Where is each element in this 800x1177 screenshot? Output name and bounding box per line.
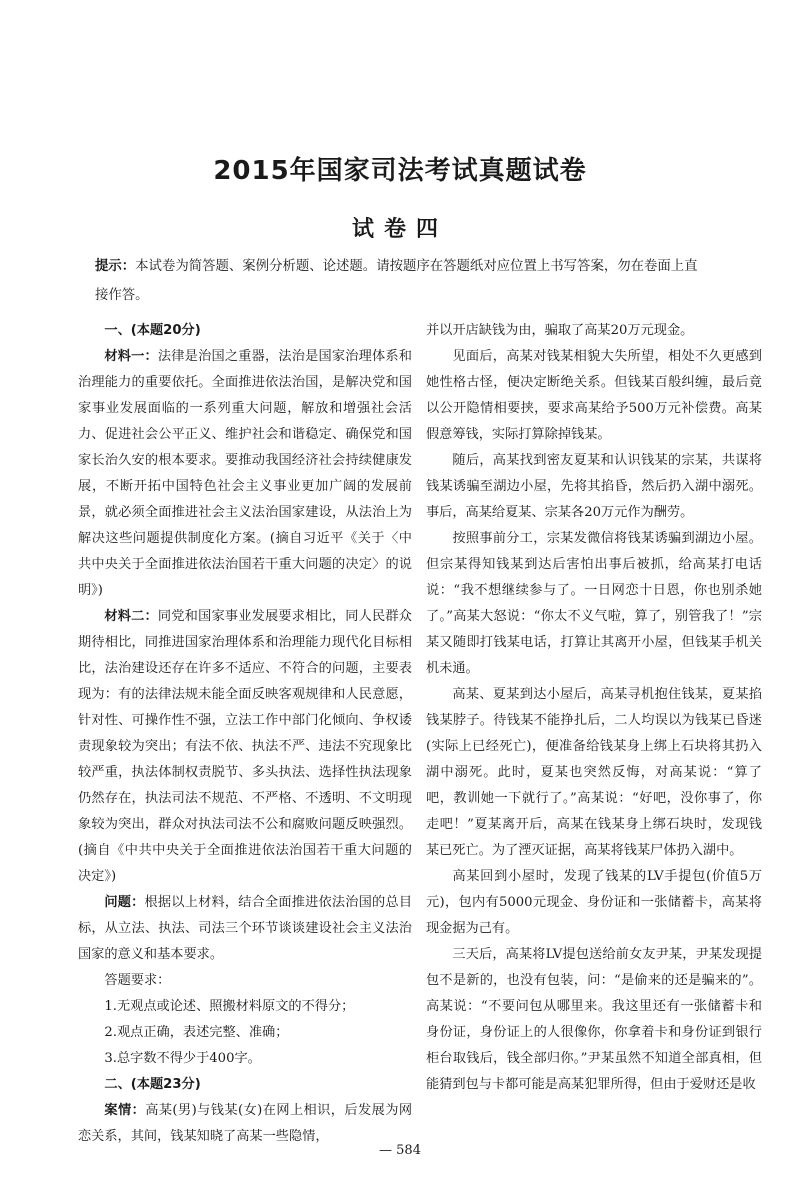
question-2-heading: 二、(本题23分): [104, 1077, 201, 1092]
case-paragraph-7: 三天后，高某将LV提包送给前女友尹某，尹某发现提包不是新的，也没有包装，问：“是偷来的还是骗来的”。高某说：“不要问包从哪里来。我这里还有一张储蓄卡和身份证，身份证上的人很像你，你拿着卡和身份证到银行柜台取钱后，钱全部归你。”尹某虽然不知道全部真相，但能猜到包与卡都可能是高某犯罪所得，但由于爱财还是收: [426, 947, 762, 1092]
case-paragraph-5: 高某、夏某到达小屋后，高某寻机抱住钱某，夏某掐钱某脖子。待钱某不能挣扎后，二人均误以为钱某已昏迷(实际上已经死亡)，便准备给钱某身上绑上石块将其扔入湖中溺死。此时，夏某也突然反悔，对高某说：“算了吧，教训她一下就行了。”高某说：“好吧，没你事了，你走吧！”夏某离开后，高某在钱某身上绑石块时，发现钱某已死亡。为了湮灭证据，高某将钱某尸体扔入湖中。: [426, 687, 762, 858]
case-continuation: 并以开店缺钱为由，骗取了高某20万元现金。: [426, 323, 694, 338]
case-paragraph-3: 随后，高某找到密友夏某和认识钱某的宗某，共谋将钱某诱骗至湖边小屋，先将其掐昏，然后扔入湖中溺死。事后，高某给夏某、宗某各20万元作为酬劳。: [426, 453, 762, 520]
requirement-2: 2.观点正确，表述完整、准确；: [104, 1025, 289, 1040]
material-1: [78, 344, 412, 604]
requirements-heading: 答题要求：: [104, 973, 171, 988]
right-column: [426, 318, 762, 1098]
material-2-label: 材料二：: [104, 609, 158, 624]
case-paragraph-6: 高某回到小屋时，发现了钱某的LV手提包(价值5万元)，包内有5000元现金、身份证和一张储蓄卡，高某将现金据为己有。: [426, 869, 762, 936]
case-paragraph-2: 见面后，高某对钱某相貌大失所望，相处不久更感到她性格古怪，便决定断绝关系。但钱某百般纠缠，最后竟以公开隐情相要挟，要求高某给予500万元补偿费。高某假意筹钱，实际打算除掉钱某。: [426, 349, 762, 442]
material-2-text: 同党和国家事业发展要求相比，同人民群众期待相比，同推进国家治理体系和治理能力现代化目标相比，法治建设还存在许多不适应、不符合的问题，主要表现为：有的法律法规未能全面反映客观规律和人民意愿，针对性、可操作性不强，立法工作中部门化倾向、争权诿责现象较为突出；有法不依、执法不严、违法不究现象比较严重，执法体制权责脱节、多头执法、选择性执法现象仍然存在，执法司法不规范、不严格、不透明、不文明现象较为突出，群众对执法司法不公和腐败问题反映强烈。(摘自《中共中央关于全面推进依法治国若干重大问题的决定》): [78, 609, 412, 884]
requirement-3: 3.总字数不得少于400字。: [104, 1051, 261, 1066]
material-2: [78, 604, 412, 890]
case-label: 案情：: [104, 1103, 146, 1118]
requirement-1: 1.无观点或论述、照搬材料原文的不得分；: [104, 999, 355, 1014]
hint-label: 提示：: [95, 259, 136, 274]
page-title: 2015年国家司法考试真题试卷: [213, 156, 587, 186]
page-number: — 584: [379, 1143, 421, 1158]
left-column: [78, 318, 412, 1150]
material-1-label: 材料一：: [104, 349, 158, 364]
case-text: 高某(男)与钱某(女)在网上相识，后发展为网恋关系，其间，钱某知晓了高某一些隐情，: [78, 1103, 413, 1144]
case-paragraph-4: 按照事前分工，宗某发微信将钱某诱骗到湖边小屋。但宗某得知钱某到达后害怕出事后被抓，给高某打电话说：“我不想继续参与了。一日网恋十日恩，你也别杀她了。”高某大怒说：“你太不义气啦，算了，别管我了！”宗某又随即打钱某电话，打算让其离开小屋，但钱某手机关机未通。: [426, 531, 762, 676]
paper-subtitle: 试卷四: [351, 217, 448, 242]
exam-hint: [95, 252, 707, 310]
question-1-heading: 一、(本题20分): [104, 323, 201, 338]
question-text: 根据以上材料，结合全面推进依法治国的总目标，从立法、执法、司法三个环节谈谈建设社会主义法治国家的意义和基本要求。: [78, 895, 413, 962]
question-label: 问题：: [104, 895, 145, 910]
hint-text: 本试卷为简答题、案例分析题、论述题。请按题序在答题纸对应位置上书写答案，勿在卷面上直接作答。: [95, 259, 698, 303]
question-prompt: [78, 890, 412, 968]
material-1-text: 法律是治国之重器，法治是国家治理体系和治理能力的重要依托。全面推进依法治国，是解决党和国家事业发展面临的一系列重大问题，解放和增强社会活力、促进社会公平正义、维护社会和谐稳定、确保党和国家长治久安的根本要求。要推动我国经济社会持续健康发展，不断开拓中国特色社会主义事业更加广阔的发展前景，就必须全面推进社会主义法治国家建设，从法治上为解决这些问题提供制度化方案。(摘自习近平《关于〈中共中央关于全面推进依法治国若干重大问题的决定〉的说明》): [78, 349, 412, 598]
